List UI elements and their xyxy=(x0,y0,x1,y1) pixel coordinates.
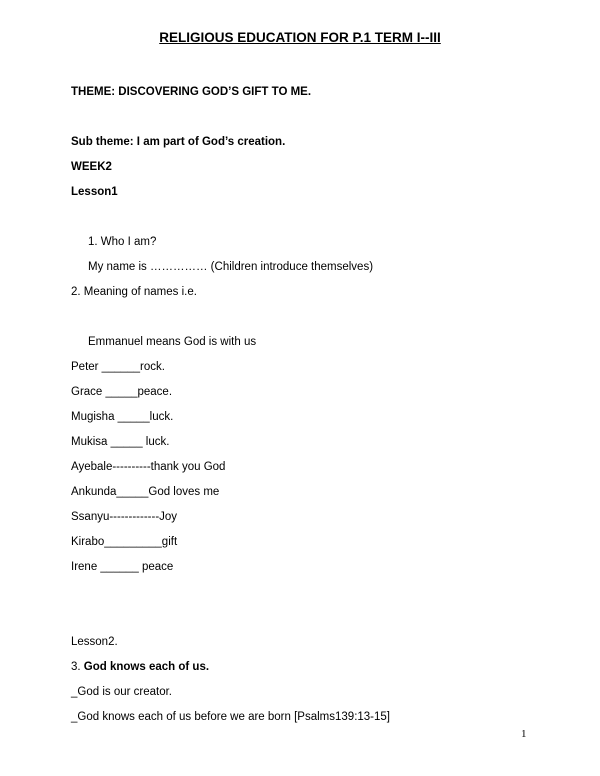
question-3 xyxy=(71,660,209,674)
theme-heading: THEME: DISCOVERING GOD’S GIFT TO ME. xyxy=(71,86,312,98)
page-number: 1 xyxy=(521,728,527,740)
point-god-creator: _God is our creator. xyxy=(71,686,172,698)
lesson1-heading: Lesson1 xyxy=(71,186,118,198)
lesson2-heading: Lesson2. xyxy=(71,636,118,648)
document-title: RELIGIOUS EDUCATION FOR P.1 TERM I--III xyxy=(159,30,441,45)
my-name-line: My name is …………… (Children introduce themselves) xyxy=(88,261,374,273)
name-meaning-emmanuel: Emmanuel means God is with us xyxy=(88,336,257,348)
name-meaning-ayebale: Ayebale----------thank you God xyxy=(71,461,226,473)
name-meaning-mukisa: Mukisa _____ luck. xyxy=(71,436,170,448)
question-2: 2. Meaning of names i.e. xyxy=(71,286,197,298)
question-1: 1. Who I am? xyxy=(88,236,157,248)
name-meaning-grace: Grace _____peace. xyxy=(71,386,173,398)
sub-theme-heading: Sub theme: I am part of God’s creation. xyxy=(71,136,286,148)
point-god-knows: _God knows each of us before we are born [Psalms139:13-15] xyxy=(71,711,390,723)
name-meaning-mugisha: Mugisha _____luck. xyxy=(71,411,174,423)
name-meaning-kirabo: Kirabo_________gift xyxy=(71,536,178,548)
question-3-number: 3. xyxy=(71,661,81,673)
week-heading: WEEK2 xyxy=(71,161,112,173)
name-meaning-ssanyu: Ssanyu-------------Joy xyxy=(71,511,178,523)
name-meaning-ankunda: Ankunda_____God loves me xyxy=(71,486,220,498)
question-3-text: God knows each of us. xyxy=(83,661,210,673)
name-meaning-irene: Irene ______ peace xyxy=(71,561,174,573)
name-meaning-peter: Peter ______rock. xyxy=(71,361,165,373)
